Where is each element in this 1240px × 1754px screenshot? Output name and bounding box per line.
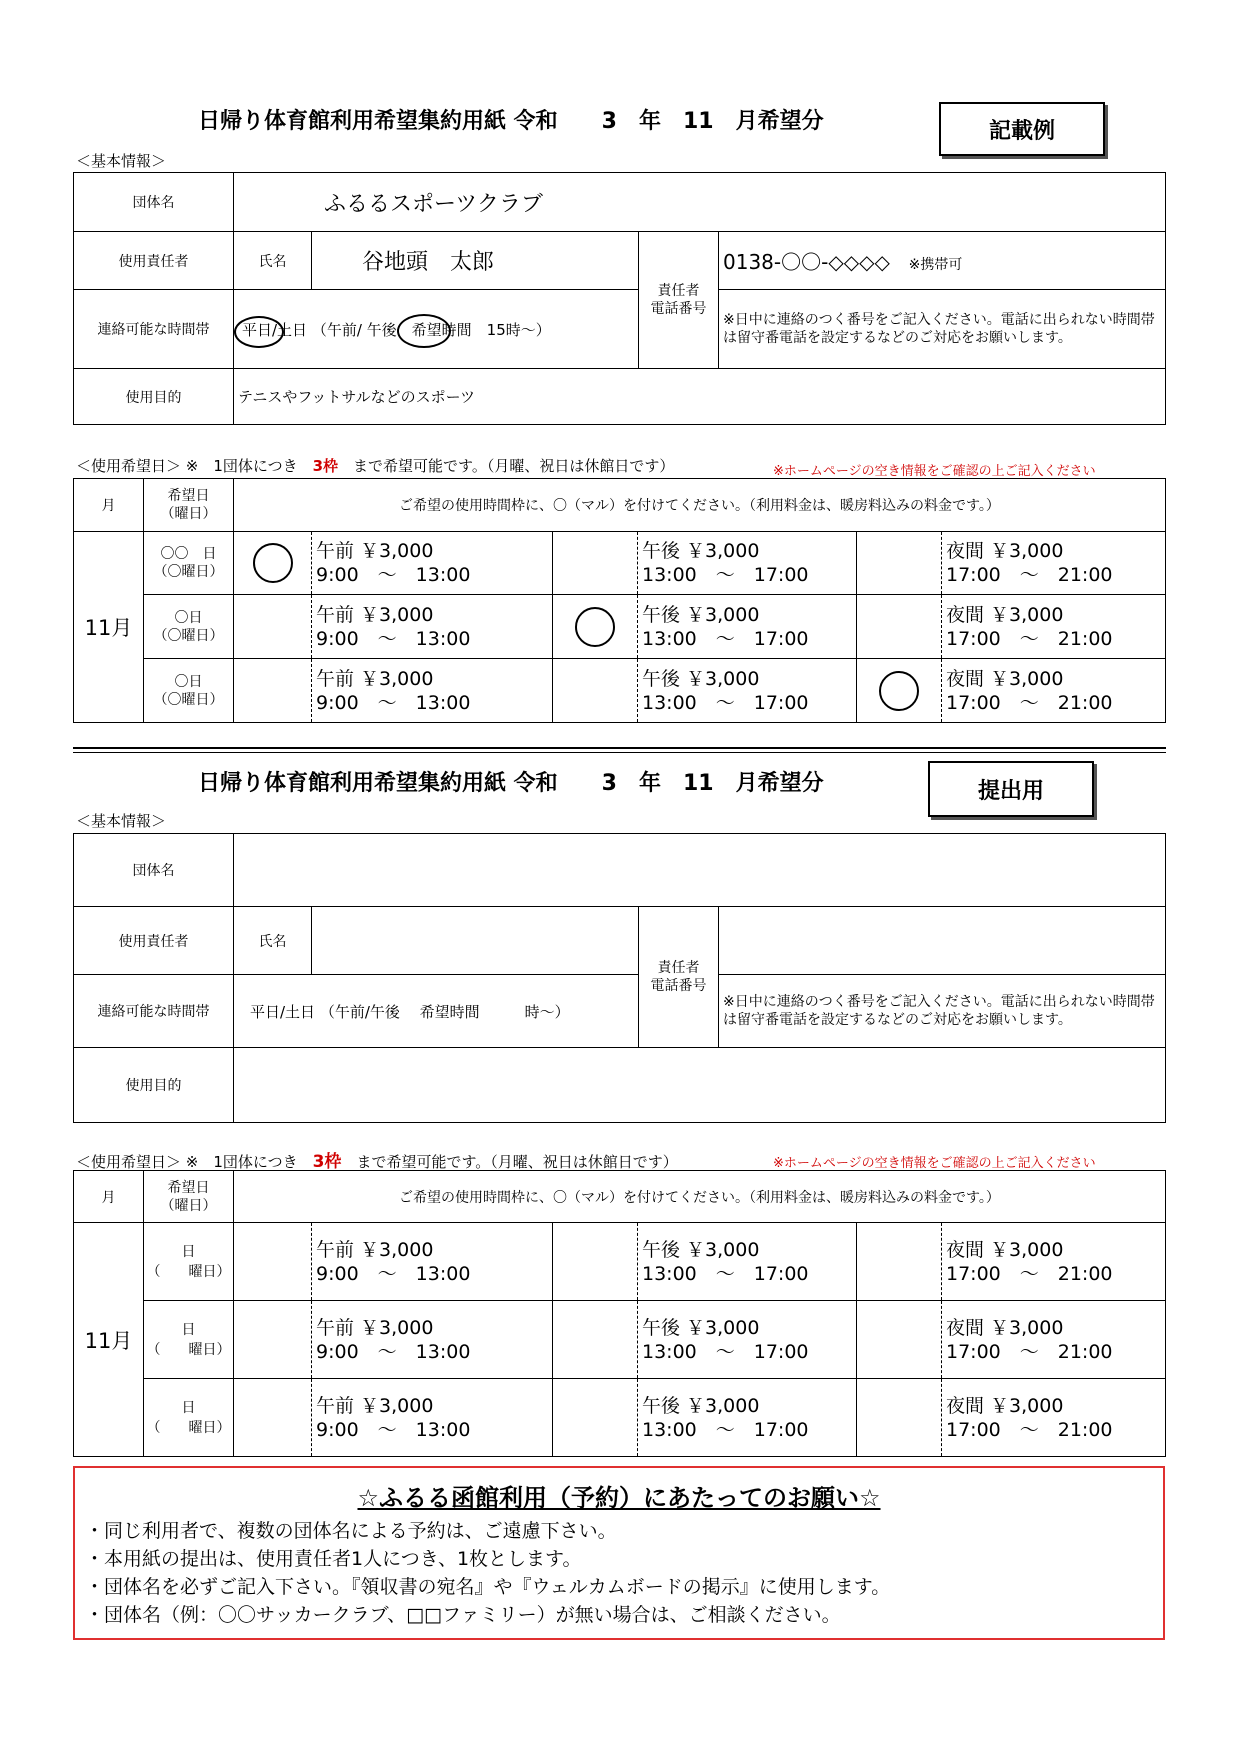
notice-title: ☆ふるる函館利用（予約）にあたってのお願い☆ — [357, 1484, 881, 1512]
evening-mark-cell[interactable] — [857, 659, 942, 723]
month-cell: 11月 — [74, 1223, 144, 1457]
afternoon-slot: 午後 ￥3,000 13:00 ～ 17:00 — [638, 595, 857, 659]
afternoon-slot: 午後 ￥3,000 13:00 ～ 17:00 — [638, 1301, 857, 1379]
selected-circle-mark — [879, 671, 919, 711]
purpose-label: 使用目的 — [74, 369, 234, 425]
notice-line: ・団体名（例：〇〇サッカークラブ、□□ファミリー）が無い場合は、ご相談ください。 — [85, 1604, 841, 1626]
usage-limit: 3枠 — [312, 1152, 342, 1172]
date-cell[interactable]: 日 （ 曜日） — [144, 1223, 234, 1301]
basic-info-heading: ＜基本情報＞ — [76, 152, 167, 170]
afternoon-slot: 午後 ￥3,000 13:00 ～ 17:00 — [638, 659, 857, 723]
usage-heading — [76, 1147, 678, 1172]
usage-table-example — [73, 478, 1166, 723]
evening-slot: 夜間 ￥3,000 17:00 ～ 21:00 — [942, 1223, 1166, 1301]
afternoon-mark-cell[interactable] — [553, 595, 638, 659]
usage-heading-pre: ＜使用希望日＞ ※ 1団体につき — [76, 1153, 313, 1171]
phone-instruction: ※日中に連絡のつく番号をご記入ください。電話に出られない時間帯は留守番電話を設定するなどのご対応をお願いします。 — [719, 975, 1166, 1048]
date-cell: 〇〇 日 （〇曜日） — [144, 532, 234, 595]
evening-mark-cell[interactable] — [857, 595, 942, 659]
morning-slot: 午前 ￥3,000 9:00 ～ 13:00 — [312, 659, 553, 723]
evening-mark-cell[interactable] — [857, 1223, 942, 1301]
phone-label: 責任者 電話番号 — [639, 907, 719, 1048]
selected-circle-mark — [253, 543, 293, 583]
morning-mark-cell[interactable] — [234, 532, 312, 595]
evening-slot: 夜間 ￥3,000 17:00 ～ 21:00 — [942, 532, 1166, 595]
morning-slot: 午前 ￥3,000 9:00 ～ 13:00 — [312, 1301, 553, 1379]
afternoon-mark-cell[interactable] — [553, 1379, 638, 1457]
afternoon-slot: 午後 ￥3,000 13:00 ～ 17:00 — [638, 1223, 857, 1301]
morning-slot: 午前 ￥3,000 9:00 ～ 13:00 — [312, 1223, 553, 1301]
instruction-header: ご希望の使用時間枠に、〇（マル）を付けてください。（利用料金は、暖房料込みの料金です。） — [234, 1171, 1166, 1223]
manager-label: 使用責任者 — [74, 232, 234, 290]
manager-name-field[interactable]: 谷地頭 太郎 — [312, 232, 639, 290]
phone-field[interactable] — [719, 232, 1166, 290]
usage-limit: 3枠 — [312, 457, 339, 475]
form-title: 日帰り体育館利用希望集約用紙 令和 3 年 11 月希望分 — [198, 109, 824, 134]
phone-field[interactable] — [719, 907, 1166, 975]
morning-slot: 午前 ￥3,000 9:00 ～ 13:00 — [312, 1379, 553, 1457]
contact-time-label: 連絡可能な時間帯 — [74, 290, 234, 369]
phone-label: 責任者 電話番号 — [639, 232, 719, 369]
morning-mark-cell[interactable] — [234, 595, 312, 659]
name-label: 氏名 — [234, 232, 312, 290]
evening-slot: 夜間 ￥3,000 17:00 ～ 21:00 — [942, 659, 1166, 723]
submit-badge: 提出用 — [928, 761, 1094, 817]
afternoon-mark-cell[interactable] — [553, 659, 638, 723]
evening-mark-cell[interactable] — [857, 532, 942, 595]
evening-slot: 夜間 ￥3,000 17:00 ～ 21:00 — [942, 1379, 1166, 1457]
morning-mark-cell[interactable] — [234, 1301, 312, 1379]
notice-line: ・団体名を必ずご記入下さい。『領収書の宛名』や『ウェルカムボードの掲示』に使用します。 — [85, 1576, 891, 1598]
manager-label: 使用責任者 — [74, 907, 234, 975]
date-cell: 〇日 （〇曜日） — [144, 595, 234, 659]
contact-time-label: 連絡可能な時間帯 — [74, 975, 234, 1048]
phone-number: 0138-〇〇-◇◇◇◇ — [723, 250, 890, 274]
afternoon-mark-cell[interactable] — [553, 1301, 638, 1379]
notice-box — [73, 1466, 1165, 1640]
separator-line — [73, 747, 1166, 749]
usage-heading-post: まで希望可能です。（月曜、祝日は休館日です） — [338, 457, 675, 475]
afternoon-slot: 午後 ￥3,000 13:00 ～ 17:00 — [638, 1379, 857, 1457]
group-name-field[interactable]: ふるるスポーツクラブ — [234, 173, 1166, 232]
usage-heading-post: まで希望可能です。（月曜、祝日は休館日です） — [341, 1153, 678, 1171]
month-cell: 11月 — [74, 532, 144, 723]
contact-time-field[interactable]: 平日/土日 （午前/午後 希望時間 時～） — [234, 975, 639, 1048]
separator-line — [73, 752, 1166, 753]
group-name-field[interactable] — [234, 834, 1166, 907]
group-name-label: 団体名 — [74, 834, 234, 907]
evening-mark-cell[interactable] — [857, 1301, 942, 1379]
usage-heading-pre: ＜使用希望日＞ ※ 1団体につき — [76, 457, 313, 475]
group-name-label: 団体名 — [74, 173, 234, 232]
purpose-label: 使用目的 — [74, 1048, 234, 1123]
date-header: 希望日 （曜日） — [144, 479, 234, 532]
example-badge: 記載例 — [939, 102, 1105, 156]
morning-mark-cell[interactable] — [234, 1223, 312, 1301]
purpose-field[interactable]: テニスやフットサルなどのスポーツ — [234, 369, 1166, 425]
morning-slot: 午前 ￥3,000 9:00 ～ 13:00 — [312, 595, 553, 659]
date-header: 希望日 （曜日） — [144, 1171, 234, 1223]
contact-time-field[interactable] — [234, 290, 639, 369]
evening-mark-cell[interactable] — [857, 1379, 942, 1457]
date-cell[interactable]: 日 （ 曜日） — [144, 1301, 234, 1379]
purpose-field[interactable] — [234, 1048, 1166, 1123]
morning-slot: 午前 ￥3,000 9:00 ～ 13:00 — [312, 532, 553, 595]
date-cell[interactable]: 日 （ 曜日） — [144, 1379, 234, 1457]
afternoon-slot: 午後 ￥3,000 13:00 ～ 17:00 — [638, 532, 857, 595]
phone-instruction: ※日中に連絡のつく番号をご記入ください。電話に出られない時間帯は留守番電話を設定するなどのご対応をお願いします。 — [719, 290, 1166, 369]
phone-note: ※携帯可 — [908, 257, 963, 273]
afternoon-circle-mark — [397, 314, 451, 348]
month-header: 月 — [74, 1171, 144, 1223]
form-title: 日帰り体育館利用希望集約用紙 令和 3 年 11 月希望分 — [198, 771, 824, 796]
evening-slot: 夜間 ￥3,000 17:00 ～ 21:00 — [942, 595, 1166, 659]
contact-time-value: 平日/土日 （午前/ 午後 希望時間 15時～） — [242, 320, 551, 339]
afternoon-mark-cell[interactable] — [553, 1223, 638, 1301]
evening-slot: 夜間 ￥3,000 17:00 ～ 21:00 — [942, 1301, 1166, 1379]
usage-heading — [76, 455, 674, 476]
afternoon-mark-cell[interactable] — [553, 532, 638, 595]
basic-info-table-example — [73, 172, 1166, 425]
instruction-header: ご希望の使用時間枠に、〇（マル）を付けてください。（利用料金は、暖房料込みの料金です。） — [234, 479, 1166, 532]
morning-mark-cell[interactable] — [234, 659, 312, 723]
month-header: 月 — [74, 479, 144, 532]
notice-line: ・本用紙の提出は、使用責任者1人につき、1枚とします。 — [85, 1548, 582, 1570]
name-label: 氏名 — [234, 907, 312, 975]
usage-table-submit — [73, 1170, 1166, 1457]
selected-circle-mark — [575, 607, 615, 647]
date-cell: 〇日 （〇曜日） — [144, 659, 234, 723]
basic-info-table-submit — [73, 833, 1166, 1123]
homepage-note: ※ホームページの空き情報をご確認の上ご記入ください — [773, 1156, 1096, 1171]
notice-line: ・同じ利用者で、複数の団体名による予約は、ご遠慮下さい。 — [85, 1520, 617, 1542]
weekday-circle-mark — [234, 316, 284, 348]
basic-info-heading: ＜基本情報＞ — [76, 812, 167, 830]
manager-name-field[interactable] — [312, 907, 639, 975]
morning-mark-cell[interactable] — [234, 1379, 312, 1457]
homepage-note: ※ホームページの空き情報をご確認の上ご記入ください — [773, 464, 1096, 479]
